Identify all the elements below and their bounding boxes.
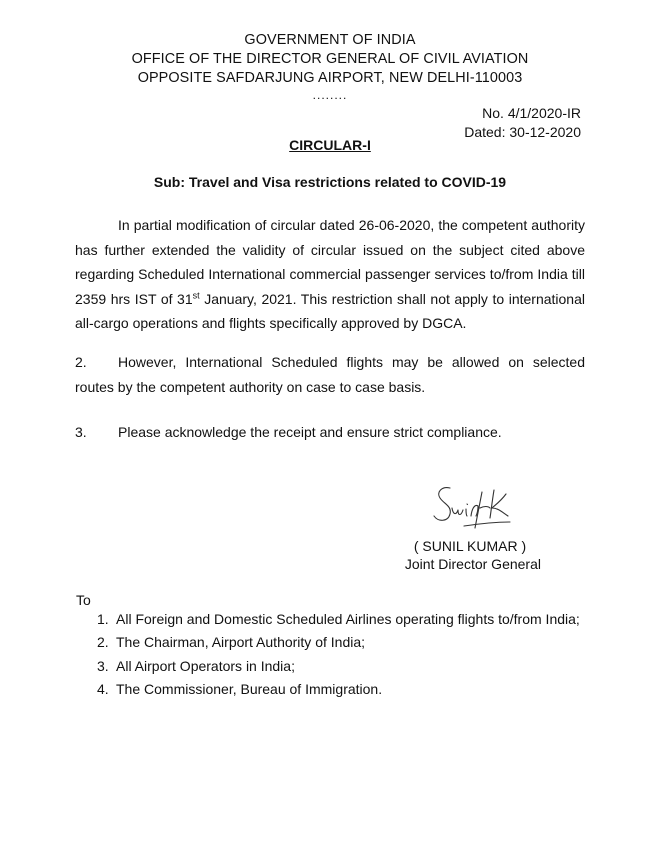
recipient-text: The Commissioner, Bureau of Immigration.	[116, 680, 383, 697]
to-label: To	[76, 592, 91, 608]
signatory-designation: Joint Director General	[404, 555, 541, 572]
recipient-text: The Chairman, Airport Authority of India;	[116, 634, 366, 651]
signatory-name: ( SUNIL KUMAR )	[413, 538, 527, 554]
letterhead-address: OPPOSITE SAFDARJUNG AIRPORT, NEW DELHI-110003	[137, 70, 523, 86]
paragraph-1-text-a: In partial modification of circular dated 26-06-2020, the competent authority has further extended the validity of circular issued on the subject cited above regarding Scheduled International commercial passenger services to/from India till 2359 hrs IST of 31	[75, 217, 585, 307]
paragraph-2	[75, 350, 585, 399]
recipient-item	[97, 608, 580, 631]
signatory-block	[400, 538, 540, 573]
letterhead-office: OFFICE OF THE DIRECTOR GENERAL OF CIVIL AVIATION	[131, 51, 529, 67]
paragraph-3	[75, 420, 585, 445]
recipient-item	[97, 631, 580, 654]
recipient-number: 4.	[97, 680, 109, 697]
letterhead-government: GOVERNMENT OF INDIA	[244, 32, 416, 48]
recipient-text: All Foreign and Domestic Scheduled Airlines operating flights to/from India;	[116, 611, 580, 627]
letterhead	[0, 31, 660, 102]
reference-date: Dated: 30-12-2020	[464, 124, 581, 140]
paragraph-3-text: Please acknowledge the receipt and ensure strict compliance.	[118, 424, 502, 440]
paragraph-1-text-b: January, 2021. This restriction shall not apply to international all-cargo operations and flights specifically approved by DGCA.	[75, 290, 585, 332]
recipient-text: All Airport Operators in India;	[116, 657, 295, 674]
recipient-number: 2.	[97, 634, 109, 651]
recipient-number: 1.	[97, 611, 109, 627]
handwritten-signature	[428, 478, 528, 536]
paragraph-1-superscript: st	[192, 290, 200, 301]
recipient-list	[97, 608, 580, 701]
subject-line: Sub: Travel and Visa restrictions related to COVID-19	[153, 174, 507, 190]
circular-title: CIRCULAR-I	[289, 137, 371, 153]
paragraph-2-number: 2.	[75, 354, 87, 370]
recipient-item	[97, 655, 580, 678]
paragraph-3-number: 3.	[75, 424, 87, 440]
recipient-item	[97, 678, 580, 701]
letterhead-separator: ........	[312, 88, 348, 102]
recipient-number: 3.	[97, 657, 109, 674]
paragraph-2-text: However, International Scheduled flights may be allowed on selected routes by the competent authority on case to case basis.	[75, 354, 585, 395]
paragraph-1	[75, 213, 585, 336]
reference-number: No. 4/1/2020-IR	[482, 105, 581, 121]
